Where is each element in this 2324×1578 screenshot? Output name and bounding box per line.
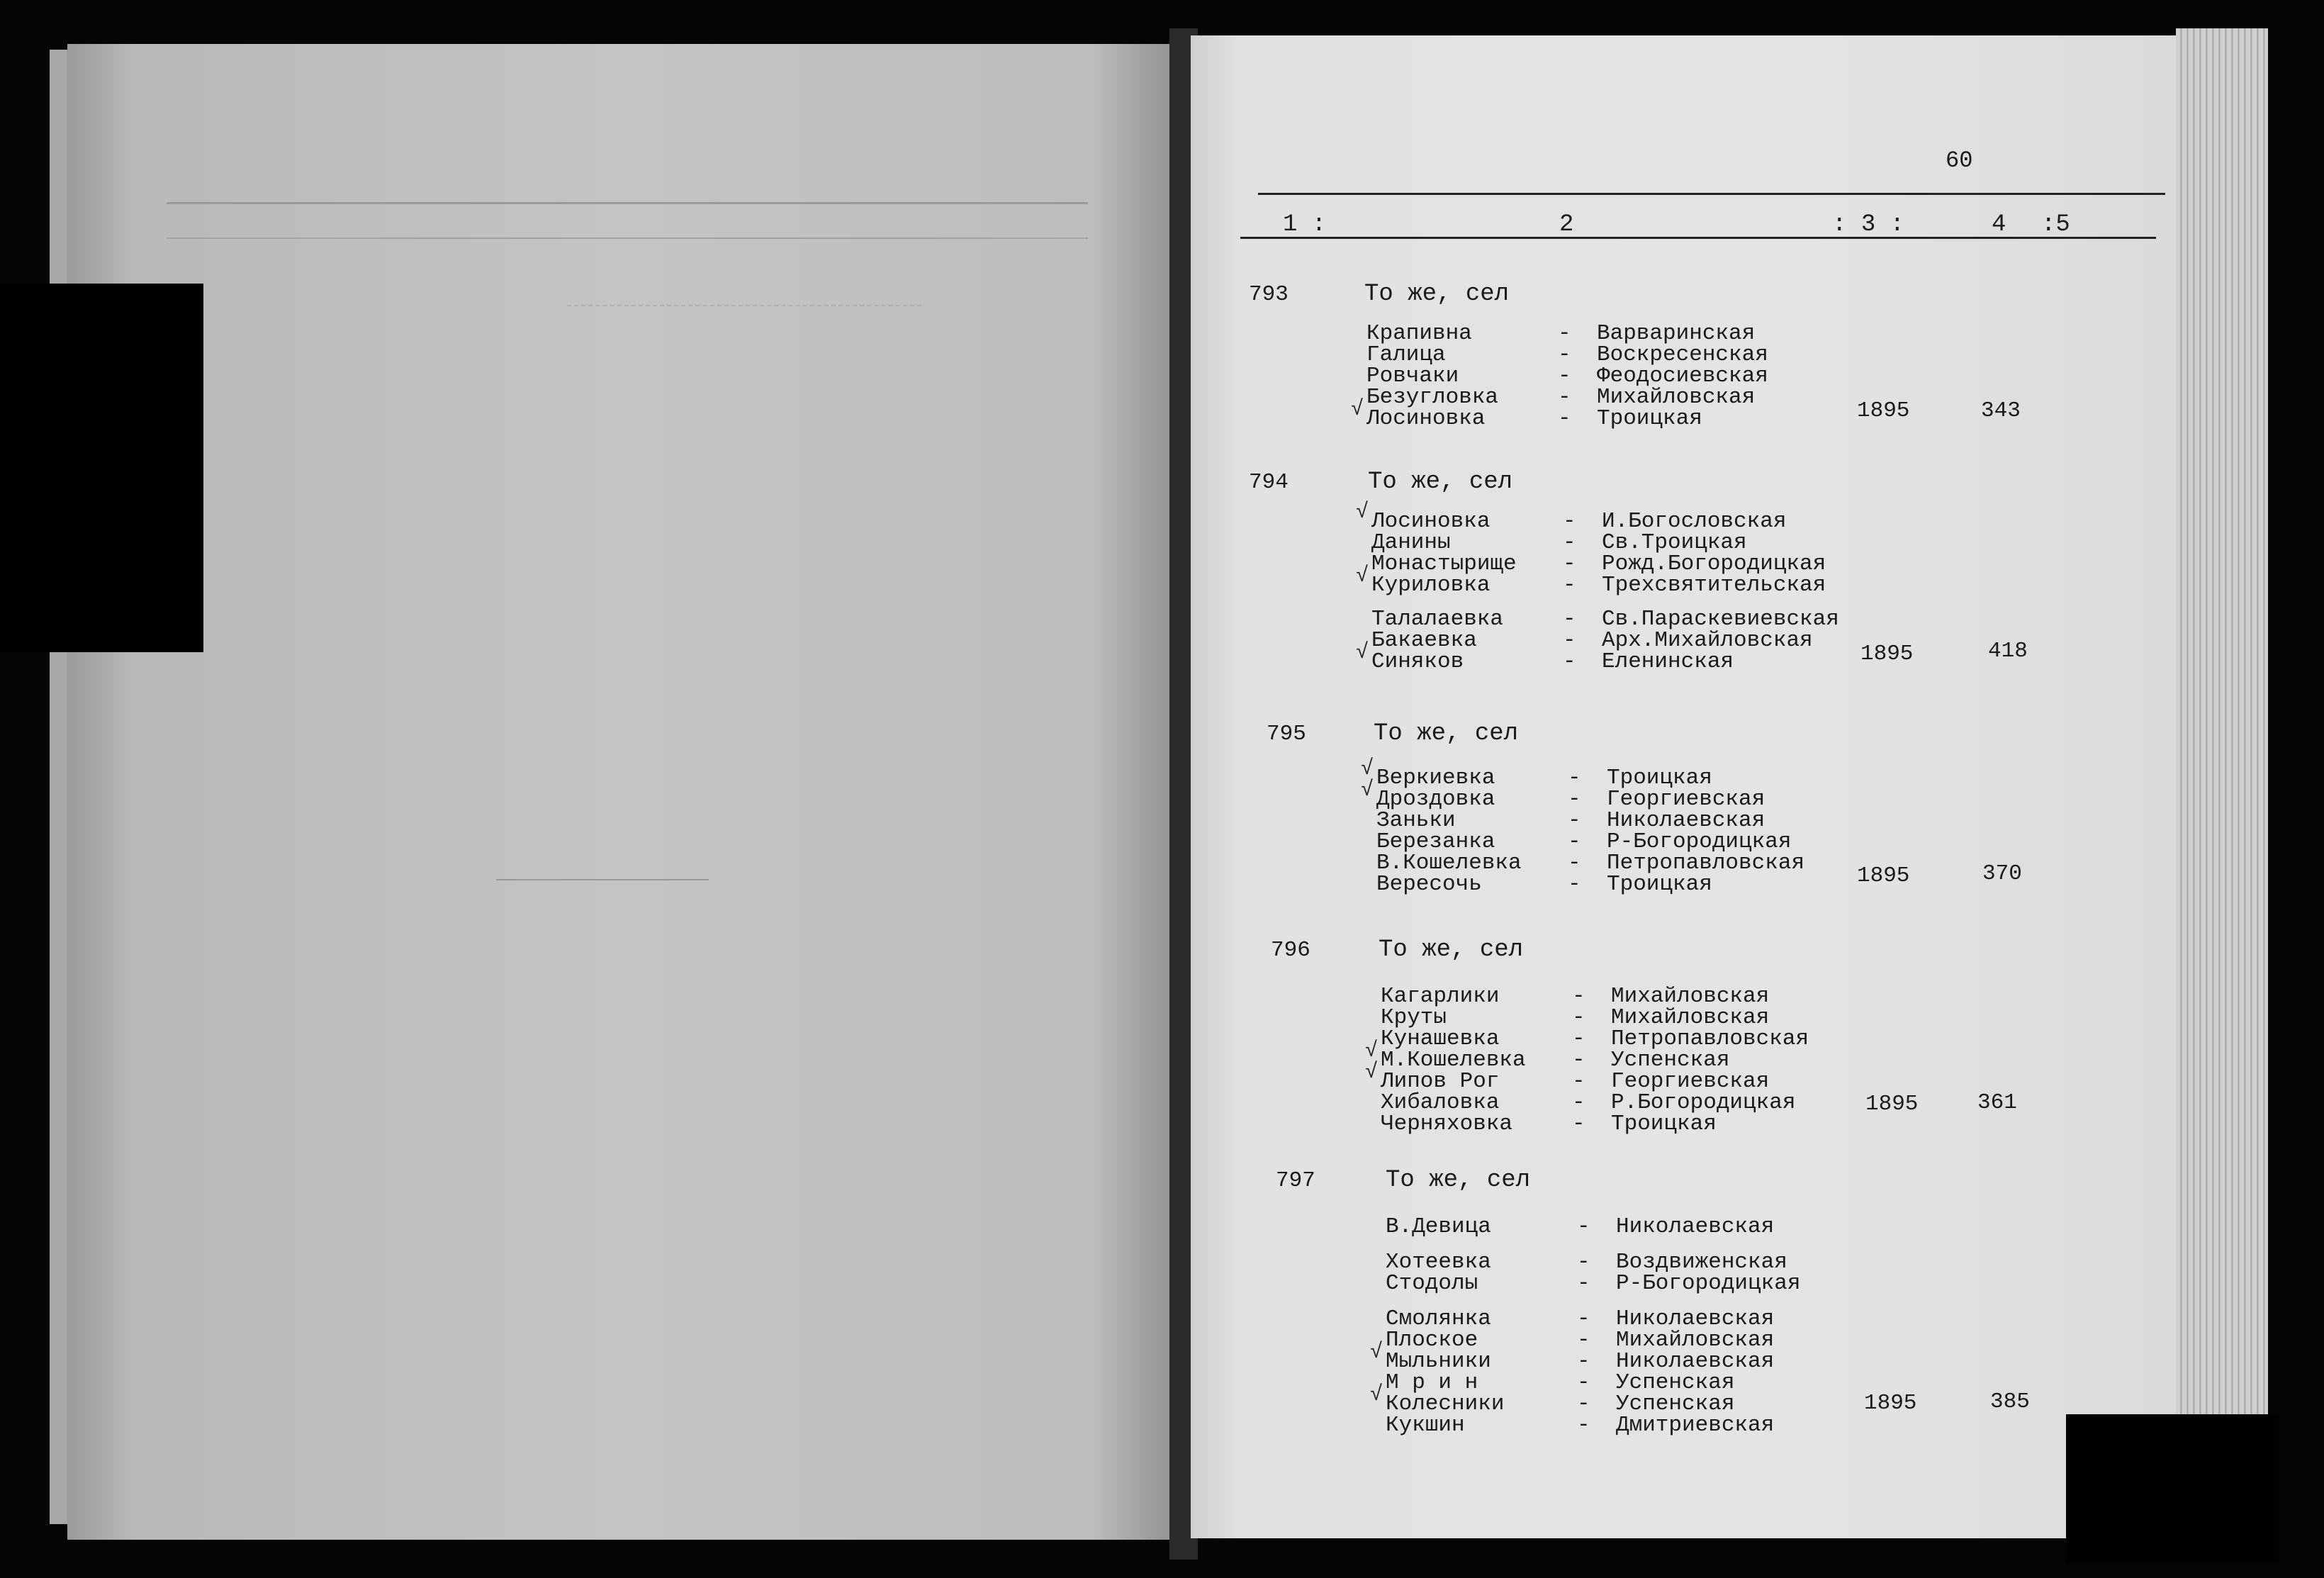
entry-count: 385 <box>1990 1389 2030 1414</box>
bleed-through-rule <box>167 237 1088 239</box>
village-name: Талалаевка <box>1371 607 1504 632</box>
entry-count: 370 <box>1982 861 2022 886</box>
church-name: Троицкая <box>1607 872 1712 897</box>
entry-row <box>1386 1271 1801 1296</box>
village-name: Безугловка <box>1366 385 1499 410</box>
row-dash: - <box>1572 1026 1585 1051</box>
row-dash: - <box>1577 1250 1590 1275</box>
church-name: Михайловская <box>1611 984 1770 1009</box>
church-name: Р-Богородицкая <box>1616 1271 1801 1296</box>
row-dash: - <box>1568 766 1581 790</box>
row-dash: - <box>1577 1271 1590 1296</box>
check-mark-icon: √ <box>1370 1341 1383 1365</box>
check-mark-icon: √ <box>1356 500 1369 525</box>
village-name: Колесники <box>1386 1392 1505 1416</box>
entry-number: 793 <box>1249 282 1289 307</box>
church-name: Р.Богородицкая <box>1611 1090 1796 1115</box>
church-name: Петропавловская <box>1607 851 1805 875</box>
entry-row <box>1381 1070 1778 1092</box>
entry-row <box>1371 607 1839 632</box>
church-name: Воскресенская <box>1597 342 1768 367</box>
village-name: М р и н <box>1386 1370 1478 1395</box>
village-name: Галица <box>1366 342 1446 367</box>
church-name: Троицкая <box>1611 1112 1717 1136</box>
entry-intro: То же, сел <box>1368 469 1513 496</box>
row-dash: - <box>1577 1349 1590 1374</box>
village-name: Стодолы <box>1386 1271 1478 1296</box>
entry-count: 361 <box>1977 1090 2017 1115</box>
row-dash: - <box>1568 829 1581 854</box>
entry-row <box>1386 1329 1783 1351</box>
church-name: Петропавловская <box>1611 1026 1809 1051</box>
row-dash: - <box>1572 1090 1585 1115</box>
entry-row <box>1381 1113 1778 1135</box>
row-dash: - <box>1563 573 1576 598</box>
entry-row <box>1371 532 1768 554</box>
village-name: Данины <box>1371 530 1451 555</box>
village-name: Хотеевка <box>1386 1250 1491 1275</box>
row-dash: - <box>1572 1069 1585 1094</box>
entry-row <box>1381 1049 1778 1071</box>
col-1-label: 1 <box>1283 211 1298 238</box>
village-name: Бакаевка <box>1371 628 1477 653</box>
church-name: Георгиевская <box>1607 787 1766 812</box>
row-dash: - <box>1577 1413 1590 1438</box>
entry-intro: То же, сел <box>1379 936 1524 963</box>
check-mark-icon: √ <box>1356 641 1369 665</box>
village-name: Дроздовка <box>1376 787 1495 812</box>
village-name: Ровчаки <box>1366 364 1459 388</box>
black-tab <box>0 284 203 652</box>
church-name: Дмитриевская <box>1616 1413 1775 1438</box>
entry-row <box>1386 1216 1783 1238</box>
entry-row <box>1366 364 1768 388</box>
header-rule-bottom <box>1240 237 2156 239</box>
entry-row <box>1381 1007 1778 1029</box>
entry-count: 343 <box>1981 398 2021 423</box>
village-name: Березанка <box>1376 829 1495 854</box>
village-name: Крапивна <box>1366 321 1472 346</box>
village-name: Круты <box>1381 1005 1447 1030</box>
church-name: Михайловская <box>1611 1005 1770 1030</box>
village-name: Куриловка <box>1371 573 1491 598</box>
check-mark-icon: √ <box>1351 398 1364 422</box>
row-dash: - <box>1563 552 1576 576</box>
col-4-label: 4 <box>1992 211 2006 238</box>
entry-row <box>1371 573 1826 598</box>
village-name: Хибаловка <box>1381 1090 1500 1115</box>
church-name: Георгиевская <box>1611 1069 1770 1094</box>
entry-row <box>1381 1026 1809 1051</box>
entry-row <box>1366 408 1763 430</box>
church-name: Михайловская <box>1597 385 1756 410</box>
row-dash: - <box>1572 984 1585 1009</box>
page-number: 60 <box>1946 147 1973 174</box>
check-mark-icon: √ <box>1370 1383 1383 1407</box>
check-mark-icon: √ <box>1365 1039 1379 1063</box>
church-name: Трехсвятительская <box>1602 573 1826 598</box>
entry-row <box>1386 1308 1783 1330</box>
row-dash: - <box>1568 808 1581 833</box>
church-name: Св.Параскевиевская <box>1602 607 1839 632</box>
village-name: Монастырище <box>1371 552 1517 576</box>
entry-row <box>1376 829 1792 854</box>
bleed-through-texture <box>496 879 709 880</box>
row-dash: - <box>1558 321 1571 346</box>
header-col-4 <box>1992 211 2006 238</box>
church-name: Р-Богородицкая <box>1607 829 1792 854</box>
row-dash: - <box>1563 530 1576 555</box>
entry-row <box>1376 873 1773 895</box>
village-name: Лосиновка <box>1371 509 1491 534</box>
village-name: Кунашевка <box>1381 1026 1500 1051</box>
row-dash: - <box>1558 406 1571 431</box>
village-name: Липов Рог <box>1381 1069 1500 1094</box>
village-name: Заньки <box>1376 808 1456 833</box>
village-name: Кукшин <box>1386 1413 1465 1438</box>
row-dash: - <box>1577 1392 1590 1416</box>
church-name: Феодосиевская <box>1597 364 1768 388</box>
bleed-through-texture <box>567 262 921 306</box>
entry-row <box>1366 386 1763 408</box>
entry-row <box>1371 552 1826 576</box>
village-name: Кагарлики <box>1381 984 1500 1009</box>
village-name: Мыльники <box>1386 1349 1491 1374</box>
entry-number: 797 <box>1276 1168 1315 1193</box>
entry-row <box>1371 651 1768 673</box>
village-name: Вересочь <box>1376 872 1482 897</box>
church-name: Св.Троицкая <box>1602 530 1747 555</box>
header-col-2: 2 <box>1559 211 1574 238</box>
village-name: Веркиевка <box>1376 766 1495 790</box>
church-name: Воздвиженская <box>1616 1250 1787 1275</box>
entry-row <box>1376 767 1773 789</box>
village-name: М.Кошелевка <box>1381 1048 1526 1073</box>
entry-year: 1895 <box>1857 863 1910 888</box>
entry-year: 1895 <box>1860 642 1914 666</box>
church-name: Варваринская <box>1597 321 1756 346</box>
check-mark-icon: √ <box>1365 1061 1379 1085</box>
village-name: В.Девица <box>1386 1214 1491 1239</box>
header-col-3: : 3 : <box>1832 211 1905 238</box>
entry-count: 418 <box>1988 639 2028 664</box>
entry-number: 794 <box>1249 470 1289 495</box>
entry-number: 795 <box>1267 722 1306 746</box>
header-col-5: :5 <box>2041 211 2070 238</box>
entry-row <box>1371 628 1813 653</box>
row-dash: - <box>1572 1112 1585 1136</box>
church-name: Михайловская <box>1616 1328 1775 1353</box>
check-mark-icon: √ <box>1361 757 1374 781</box>
row-dash: - <box>1558 342 1571 367</box>
church-name: Николаевская <box>1616 1214 1775 1239</box>
entry-row <box>1381 1090 1796 1115</box>
church-name: И.Богословская <box>1602 509 1787 534</box>
church-name: Еленинская <box>1602 649 1734 674</box>
row-dash: - <box>1563 628 1576 653</box>
entry-year: 1895 <box>1865 1092 1919 1117</box>
village-name: Черняховка <box>1381 1112 1513 1136</box>
entry-row <box>1381 985 1778 1007</box>
row-dash: - <box>1577 1306 1590 1331</box>
entry-row <box>1376 788 1773 810</box>
entry-intro: То же, сел <box>1364 281 1510 308</box>
check-mark-icon: √ <box>1356 564 1369 588</box>
village-name: Синяков <box>1371 649 1464 674</box>
entry-year: 1895 <box>1857 398 1910 423</box>
village-name: Плоское <box>1386 1328 1478 1353</box>
church-name: Успенская <box>1611 1048 1730 1073</box>
village-name: В.Кошелевка <box>1376 851 1522 875</box>
church-name: Троицкая <box>1597 406 1702 431</box>
church-name: Арх.Михайловская <box>1602 628 1813 653</box>
entry-row <box>1386 1250 1787 1275</box>
entry-row <box>1366 342 1768 367</box>
church-name: Николаевская <box>1616 1349 1775 1374</box>
entry-intro: То же, сел <box>1374 720 1519 747</box>
col-5-label: 5 <box>2055 211 2070 238</box>
church-name: Рожд.Богородицкая <box>1602 552 1826 576</box>
entry-year: 1895 <box>1864 1391 1917 1416</box>
entry-number: 796 <box>1271 938 1310 963</box>
row-dash: - <box>1572 1005 1585 1030</box>
church-name: Успенская <box>1616 1370 1735 1395</box>
row-dash: - <box>1568 851 1581 875</box>
village-name: Лосиновка <box>1366 406 1486 431</box>
entry-intro: То же, сел <box>1386 1167 1531 1194</box>
row-dash: - <box>1577 1214 1590 1239</box>
village-name: Смолянка <box>1386 1306 1491 1331</box>
row-dash: - <box>1558 385 1571 410</box>
row-dash: - <box>1558 364 1571 388</box>
entry-row <box>1386 1372 1783 1394</box>
row-dash: - <box>1568 787 1581 812</box>
entry-row <box>1386 1414 1783 1436</box>
row-dash: - <box>1563 509 1576 534</box>
church-name: Николаевская <box>1616 1306 1775 1331</box>
col-3-label: 3 <box>1860 211 1876 238</box>
entry-row <box>1371 509 1787 534</box>
church-name: Успенская <box>1616 1392 1735 1416</box>
row-dash: - <box>1577 1328 1590 1353</box>
entry-row <box>1366 323 1763 345</box>
church-name: Николаевская <box>1607 808 1766 833</box>
row-dash: - <box>1563 649 1576 674</box>
row-dash: - <box>1563 607 1576 632</box>
entry-row <box>1376 810 1773 832</box>
row-dash: - <box>1572 1048 1585 1073</box>
check-mark-icon: √ <box>1361 778 1374 802</box>
entry-row <box>1386 1393 1783 1415</box>
black-corner-clip <box>2066 1414 2279 1563</box>
row-dash: - <box>1577 1370 1590 1395</box>
entry-row <box>1376 851 1805 875</box>
header-col-1: 1 : <box>1283 211 1327 238</box>
row-dash: - <box>1568 872 1581 897</box>
right-page-edges <box>2176 28 2268 1545</box>
entry-row <box>1386 1350 1783 1372</box>
church-name: Троицкая <box>1607 766 1712 790</box>
header-rule-top <box>1258 193 2165 195</box>
bleed-through-rule <box>167 202 1088 204</box>
